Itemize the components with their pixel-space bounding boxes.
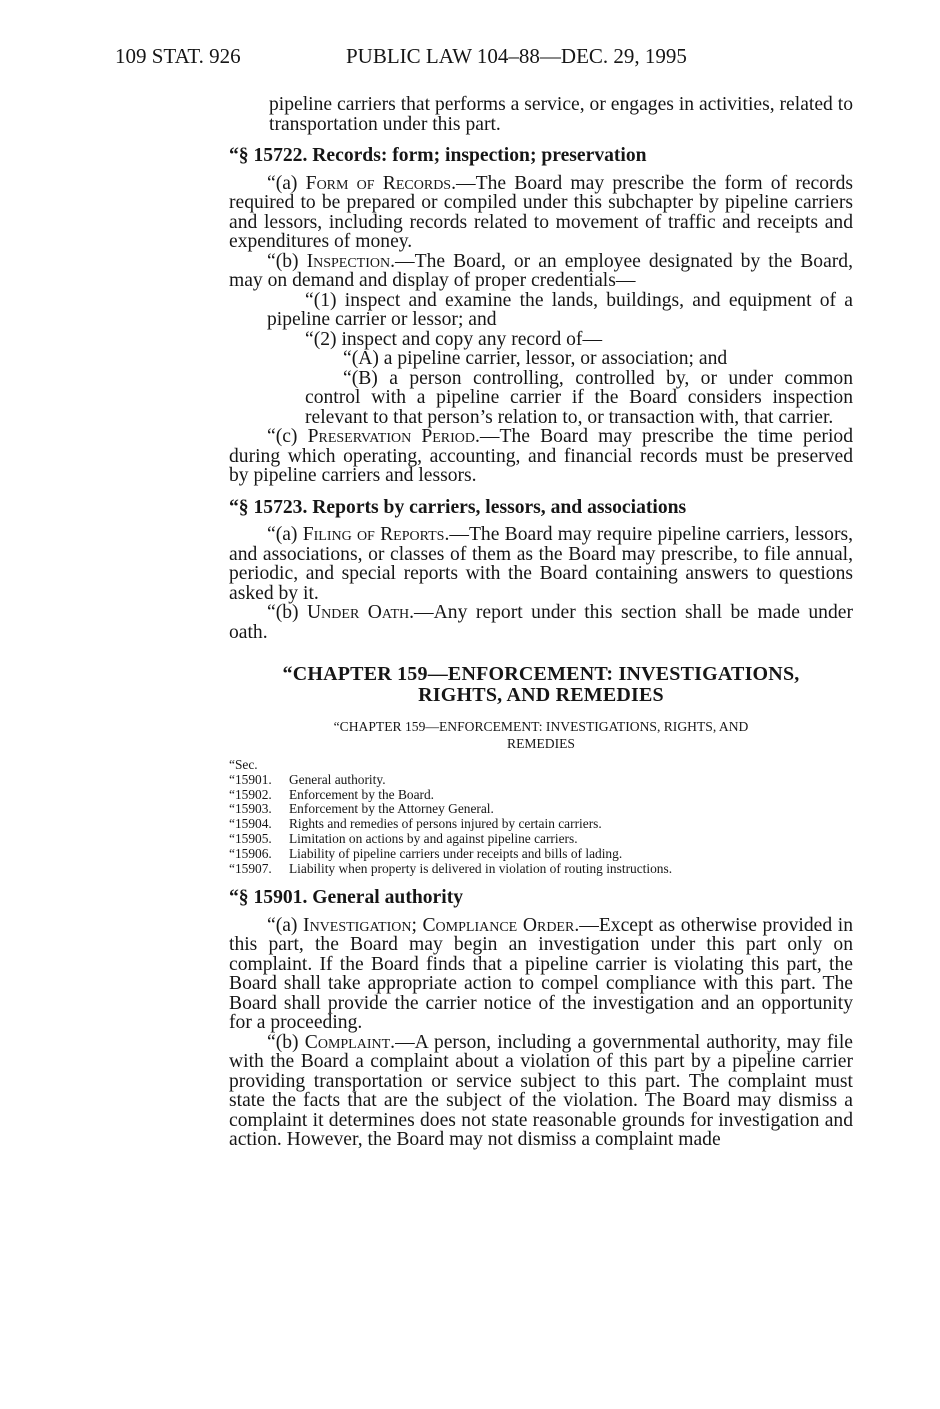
toc-sec-label: “Sec. <box>229 757 258 772</box>
paragraph-15722-b1: “(1) inspect and examine the lands, buildings, and equipment of a pipeline carrier or lessor; and <box>267 289 853 330</box>
toc-entry: “15905. Limitation on actions by and against pipeline carriers. <box>229 830 578 846</box>
section-heading-15901: “§ 15901. General authority <box>229 887 464 909</box>
paragraph-15901-b: “(b) Complaint.—A person, including a governmental authority, may file with the Board a complaint about a violation of this part by a pipeline carrier providing transportation or service subject to this part. The complaint must state the facts that are the subject of the violation. The Board may dismiss a complaint it determines does not state reasonable grounds for investigation and action. However, the Board may not dismiss a complaint made <box>229 1031 853 1151</box>
page-body <box>229 95 853 1150</box>
paragraph-15722-c: “(c) Preservation Period.—The Board may prescribe the time period during which operating, accounting, and financial records must be preserved by pipeline carriers and lessors. <box>229 426 853 486</box>
section-heading-15722: “§ 15722. Records: form; inspection; preservation <box>229 145 647 166</box>
paragraph-15723-a: “(a) Filing of Reports.—The Board may require pipeline carriers, lessors, and associations, or classes of them as the Board may prescribe, to file annual, periodic, and special reports with the Board containing answers to questions asked by it. <box>229 524 853 604</box>
page-header <box>0 44 940 74</box>
toc-entry: “15901. General authority. <box>229 771 386 787</box>
toc-entry: “15903. Enforcement by the Attorney General. <box>229 801 494 817</box>
paragraph-15722-b: “(b) Inspection.—The Board, or an employee designated by the Board, may on demand and display of proper credentials— <box>229 250 853 291</box>
toc-entry: “15906. Liability of pipeline carriers under receipts and bills of lading. <box>229 845 623 861</box>
running-head: PUBLIC LAW 104–88—DEC. 29, 1995 <box>346 44 687 68</box>
toc-entry: “15904. Rights and remedies of persons injured by certain carriers. <box>229 816 602 832</box>
toc-heading: “CHAPTER 159—ENFORCEMENT: INVESTIGATIONS, RIGHTS, AND REMEDIES <box>333 719 749 751</box>
paragraph-15722-b2B: “(B) a person controlling, controlled by, or under common control with a pipeline carrier if the Board considers inspection relevant to that person’s relation to, or transaction with, that carrier. <box>305 367 853 428</box>
paragraph-15723-b: “(b) Under Oath.—Any report under this section shall be made under oath. <box>229 602 854 643</box>
paragraph-15722-b2A: “(A) a pipeline carrier, lessor, or association; and <box>343 348 728 369</box>
paragraph-15722-a: “(a) Form of Records.—The Board may prescribe the form of records required to be prepared or compiled under this subchapter by pipeline carriers and lessors, including records related to movement of traffic and receipts and expenditures of money. <box>229 172 854 252</box>
paragraph-15901-a: “(a) Investigation; Compliance Order.—Except as otherwise provided in this part, the Board may begin an investigation under this part only on complaint. If the Board finds that a pipeline carrier is violating this part, the Board shall take appropriate action to compel compliance with this part. The Board shall provide the carrier notice of the investigation and an opportunity for a proceeding. <box>229 914 854 1034</box>
section-heading-15723: “§ 15723. Reports by carriers, lessors, and associations <box>229 496 687 518</box>
toc-entry: “15907. Liability when property is delivered in violation of routing instructions. <box>229 860 673 876</box>
stat-page-number: 109 STAT. 926 <box>115 44 241 68</box>
paragraph-15722-b2: “(2) inspect and copy any record of— <box>305 328 603 350</box>
table-of-sections <box>229 758 853 876</box>
toc-entry: “15902. Enforcement by the Board. <box>229 786 435 802</box>
chapter-heading: “CHAPTER 159—ENFORCEMENT: INVESTIGATIONS, RIGHTS, AND REMEDIES <box>282 663 800 706</box>
continuation-paragraph: pipeline carriers that performs a service, or engages in activities, related to transportation under this part. <box>269 94 853 135</box>
